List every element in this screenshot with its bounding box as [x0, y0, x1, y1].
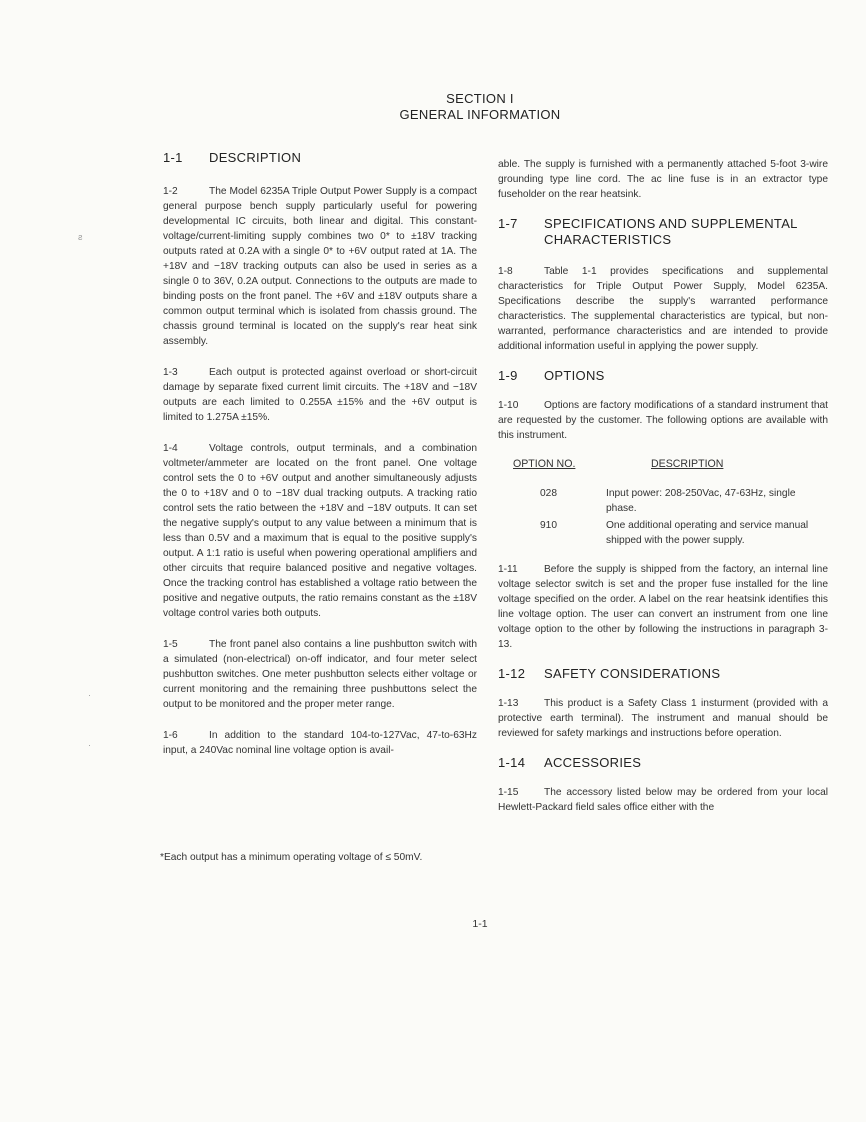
- option-description-column: DESCRIPTION: [651, 458, 724, 470]
- paragraph-1-2: [163, 184, 477, 349]
- options-table-header: [513, 457, 828, 472]
- paragraph-1-10: [498, 398, 828, 443]
- heading-description: [163, 150, 477, 166]
- paragraph-number: 1-10: [498, 400, 519, 411]
- heading-specifications: [498, 216, 828, 248]
- paragraph-1-6: [163, 728, 477, 758]
- heading-number: 1-7: [498, 216, 518, 231]
- paragraph-text: In addition to the standard 104-to-127Vac, 47-to-63Hz input, a 240Vac nominal line voltage option is avail-: [163, 730, 477, 756]
- option-code: 910: [540, 520, 557, 531]
- heading-safety: [498, 666, 828, 682]
- scan-artifact-mark: ·: [88, 740, 91, 750]
- paragraph-text: Table 1-1 provides specifications and supplemental characteristics for Triple Output Power Supply, Model 6235A. Specifications describe the supply's warranted performance characteristics. The supplemental characteristics are typical, but non-warranted, performance characteristics and are intended to provide additional information useful in applying the power supply.: [498, 266, 828, 352]
- left-column: [163, 150, 477, 758]
- paragraph-number: 1-15: [498, 787, 519, 798]
- paragraph-number: 1-5: [163, 639, 178, 650]
- option-row: [498, 518, 828, 548]
- page-number: 1-1: [472, 918, 488, 930]
- paragraph-number: 1-3: [163, 367, 178, 378]
- heading-number: 1-12: [498, 666, 526, 681]
- footnote: *Each output has a minimum operating voltage of ≤ 50mV.: [160, 852, 423, 863]
- paragraph-text: Options are factory modifications of a standard instrument that are requested by the customer. The following options are available with this instrument.: [498, 400, 828, 441]
- section-title: [0, 91, 866, 123]
- paragraph-text: The front panel also contains a line pushbutton switch with a simulated (non-electrical) on-off indicator, and four meter select pushbutton switches. One meter pushbutton selects either voltage or current monitoring and the remaining three pushbuttons select the output to be monitored and the proper meter range.: [163, 639, 477, 710]
- heading-text: SAFETY CONSIDERATIONS: [544, 666, 721, 681]
- right-column: [498, 157, 828, 815]
- paragraph-number: 1-2: [163, 186, 178, 197]
- paragraph-text: Before the supply is shipped from the factory, an internal line voltage selector switch is set and the proper fuse installed for the line voltage specified on the order. A label on the rear heatsink identifies this line voltage option. The user can convert an instrument from one line voltage option to the other by following the instructions in paragraph 3-13.: [498, 564, 828, 650]
- paragraph-1-3: [163, 365, 477, 425]
- option-code: 028: [540, 488, 557, 499]
- heading-text: DESCRIPTION: [209, 150, 302, 165]
- scan-artifact-mark: ƨ: [78, 232, 83, 242]
- paragraph-text: This product is a Safety Class 1 insturment (provided with a protective earth terminal). The instrument and manual should be reviewed for safety markings and instructions before operation.: [498, 698, 828, 739]
- paragraph-text: Each output is protected against overload or short-circuit damage by separate fixed current limit circuits. The +18V and −18V outputs are each limited to 0.255A ±15% and the +6V output is limited to 1.275A ±15%.: [163, 367, 477, 423]
- section-number: SECTION I: [446, 91, 514, 106]
- heading-text: ACCESSORIES: [544, 755, 642, 770]
- paragraph-1-11: [498, 562, 828, 652]
- paragraph-1-4: [163, 441, 477, 621]
- paragraph-1-13: [498, 696, 828, 741]
- option-description: One additional operating and service manual shipped with the power supply.: [606, 520, 809, 546]
- heading-text: OPTIONS: [544, 368, 605, 383]
- heading-number: 1-1: [163, 150, 183, 165]
- heading-options: [498, 368, 828, 384]
- paragraph-1-5: [163, 637, 477, 712]
- heading-accessories: [498, 755, 828, 771]
- paragraph-number: 1-8: [498, 266, 513, 277]
- paragraph-number: 1-4: [163, 443, 178, 454]
- paragraph-text: The Model 6235A Triple Output Power Supply is a compact general purpose bench supply particularly useful for powering developmental IC circuits, both linear and digital. This constant-voltage/current-limiting supply combines two 0* to ±18V tracking outputs rated at 0.2A with a single 0* to +6V output rated at 1A. The +18V and −18V tracking outputs can also be used in series as a single 0 to 36V, 0.2A output. Connections to the outputs are made to binding posts on the front panel. The +6V and ±18V outputs share a common output terminal which is isolated from chassis ground. The chassis ground terminal is located on the supply's rear heat sink assembly.: [163, 186, 477, 347]
- heading-text: SPECIFICATIONS AND SUPPLEMENTAL CHARACTERISTICS: [544, 216, 798, 247]
- paragraph-text: The accessory listed below may be ordered from your local Hewlett-Packard field sales office either with the: [498, 787, 828, 813]
- paragraph-number: 1-11: [498, 564, 518, 575]
- heading-number: 1-14: [498, 755, 526, 770]
- options-table: [498, 486, 828, 548]
- option-row: [498, 486, 828, 516]
- heading-number: 1-9: [498, 368, 518, 383]
- paragraph-number: 1-13: [498, 698, 519, 709]
- paragraph-number: 1-6: [163, 730, 178, 741]
- paragraph-continued: able. The supply is furnished with a permanently attached 5-foot 3-wire grounding type line cord. The ac line fuse is in an extractor type fuseholder on the rear heatsink.: [498, 159, 828, 200]
- scan-artifact-mark: ·: [88, 690, 91, 700]
- paragraph-1-15: [498, 785, 828, 815]
- option-description: Input power: 208-250Vac, 47-63Hz, single phase.: [606, 488, 796, 514]
- paragraph-1-8: [498, 264, 828, 354]
- section-heading: GENERAL INFORMATION: [399, 107, 561, 122]
- paragraph-text: Voltage controls, output terminals, and a combination voltmeter/ammeter are located on the front panel. One voltage control sets the 0 to +6V output and another simultaneously adjusts the 0 to +18V and 0 to −18V dual tracking outputs. A tracking ratio control sets the ratio between the +18V and −18V outputs. It can set the negative supply's output to any value between a minimum that is less than 0.5V and a maximum that is equal to the positive supply's output. A 1:1 ratio is useful when powering operational amplifiers and other circuits that require balanced positive and negative voltages. Once the tracking control has established a voltage ratio between the positive and negative outputs, the ratio remains constant as the ±18V voltage control varies both outputs.: [163, 443, 477, 619]
- option-number-column: OPTION NO.: [513, 458, 576, 470]
